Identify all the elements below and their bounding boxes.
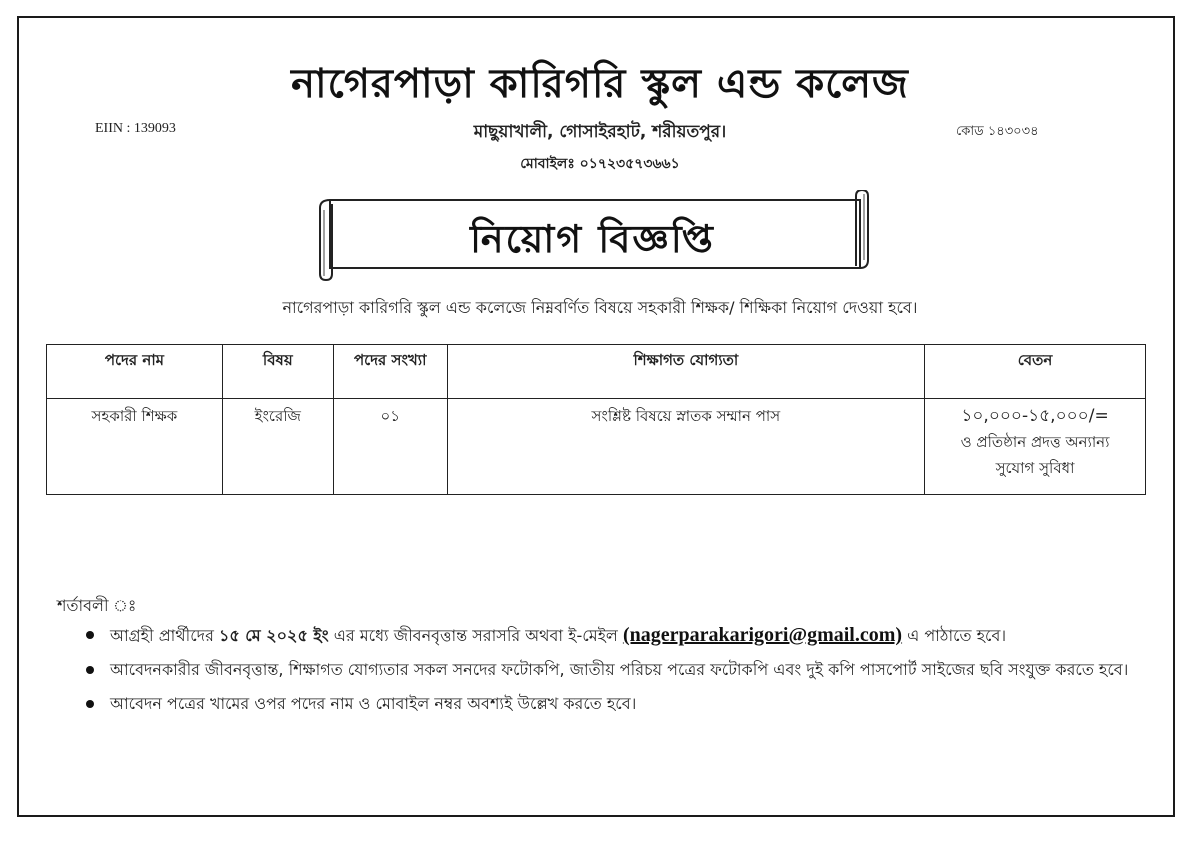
vacancy-table	[46, 344, 1146, 495]
notice-intro: নাগেরপাড়া কারিগরি স্কুল এন্ড কলেজে নিম্নবর্ণিত বিষয়ে সহকারী শিক্ষক/ শিক্ষিকা নিয়োগ দেওয়া হবে।	[282, 298, 918, 317]
header-salary: বেতন	[925, 345, 1146, 399]
notice-title: নিয়োগ বিজ্ঞপ্তি	[470, 217, 715, 261]
header-subject: বিষয়	[222, 345, 333, 399]
cell-post-name: সহকারী শিক্ষক	[47, 399, 223, 495]
list-item: আগ্রহী প্রার্থীদের ১৫ মে ২০২৫ ইং এর মধ্যে জীবনবৃত্তান্ত সরাসরি অথবা ই-মেইল (nagerparakarigori@gmail.com) এ পাঠাতে হবে।	[80, 620, 1160, 651]
terms-list	[80, 620, 1160, 723]
bullet-icon	[86, 666, 94, 674]
cell-subject: ইংরেজি	[222, 399, 333, 495]
table-row	[47, 399, 1146, 495]
cell-qualification: সংশ্লিষ্ট বিষয়ে স্নাতক সম্মান পাস	[447, 399, 924, 495]
list-item: আবেদনকারীর জীবনবৃত্তান্ত, শিক্ষাগত যোগ্যতার সকল সনদের ফটোকপি, জাতীয় পরিচয় পত্রের ফটোকপি এবং দুই কপি পাসপোর্ট সাইজের ছবি সংযুক্ত করতে হবে।	[80, 655, 1160, 685]
salary-range: ১০,০০০-১৫,০০০/=	[961, 406, 1109, 426]
eiin-number: EIIN : 139093	[95, 121, 176, 136]
deadline-date: ১৫ মে ২০২৫ ইং	[218, 626, 329, 645]
institution-name: নাগেরপাড়া কারিগরি স্কুল এন্ড কলেজ	[291, 61, 909, 107]
cell-post-count: ০১	[333, 399, 447, 495]
institution-address: মাছুয়াখালী, গোসাইরহাট, শরীয়তপুর।	[473, 122, 727, 142]
header-post-count: পদের সংখ্যা	[333, 345, 447, 399]
bullet-icon	[86, 700, 94, 708]
bullet-icon	[86, 631, 94, 639]
cell-salary	[925, 399, 1146, 495]
institution-code: কোড ১৪৩০৩৪	[956, 124, 1039, 139]
header-post-name: পদের নাম	[47, 345, 223, 399]
header-qualification: শিক্ষাগত যোগ্যতা	[447, 345, 924, 399]
terms-title: শর্তাবলী ঃ	[57, 596, 137, 615]
salary-note-2: সুযোগ সুবিধা	[995, 459, 1075, 477]
notice-title-banner	[316, 190, 869, 282]
list-item: আবেদন পত্রের খামের ওপর পদের নাম ও মোবাইল নম্বর অবশ্যই উল্লেখ করতে হবে।	[80, 689, 1160, 719]
email-link[interactable]: (nagerparakarigori@gmail.com)	[622, 624, 903, 646]
table-header-row	[47, 345, 1146, 399]
institution-mobile: মোবাইলঃ ০১৭২৩৫৭৩৬৬১	[520, 156, 680, 172]
salary-note-1: ও প্রতিষ্ঠান প্রদত্ত অন্যান্য	[960, 433, 1110, 451]
